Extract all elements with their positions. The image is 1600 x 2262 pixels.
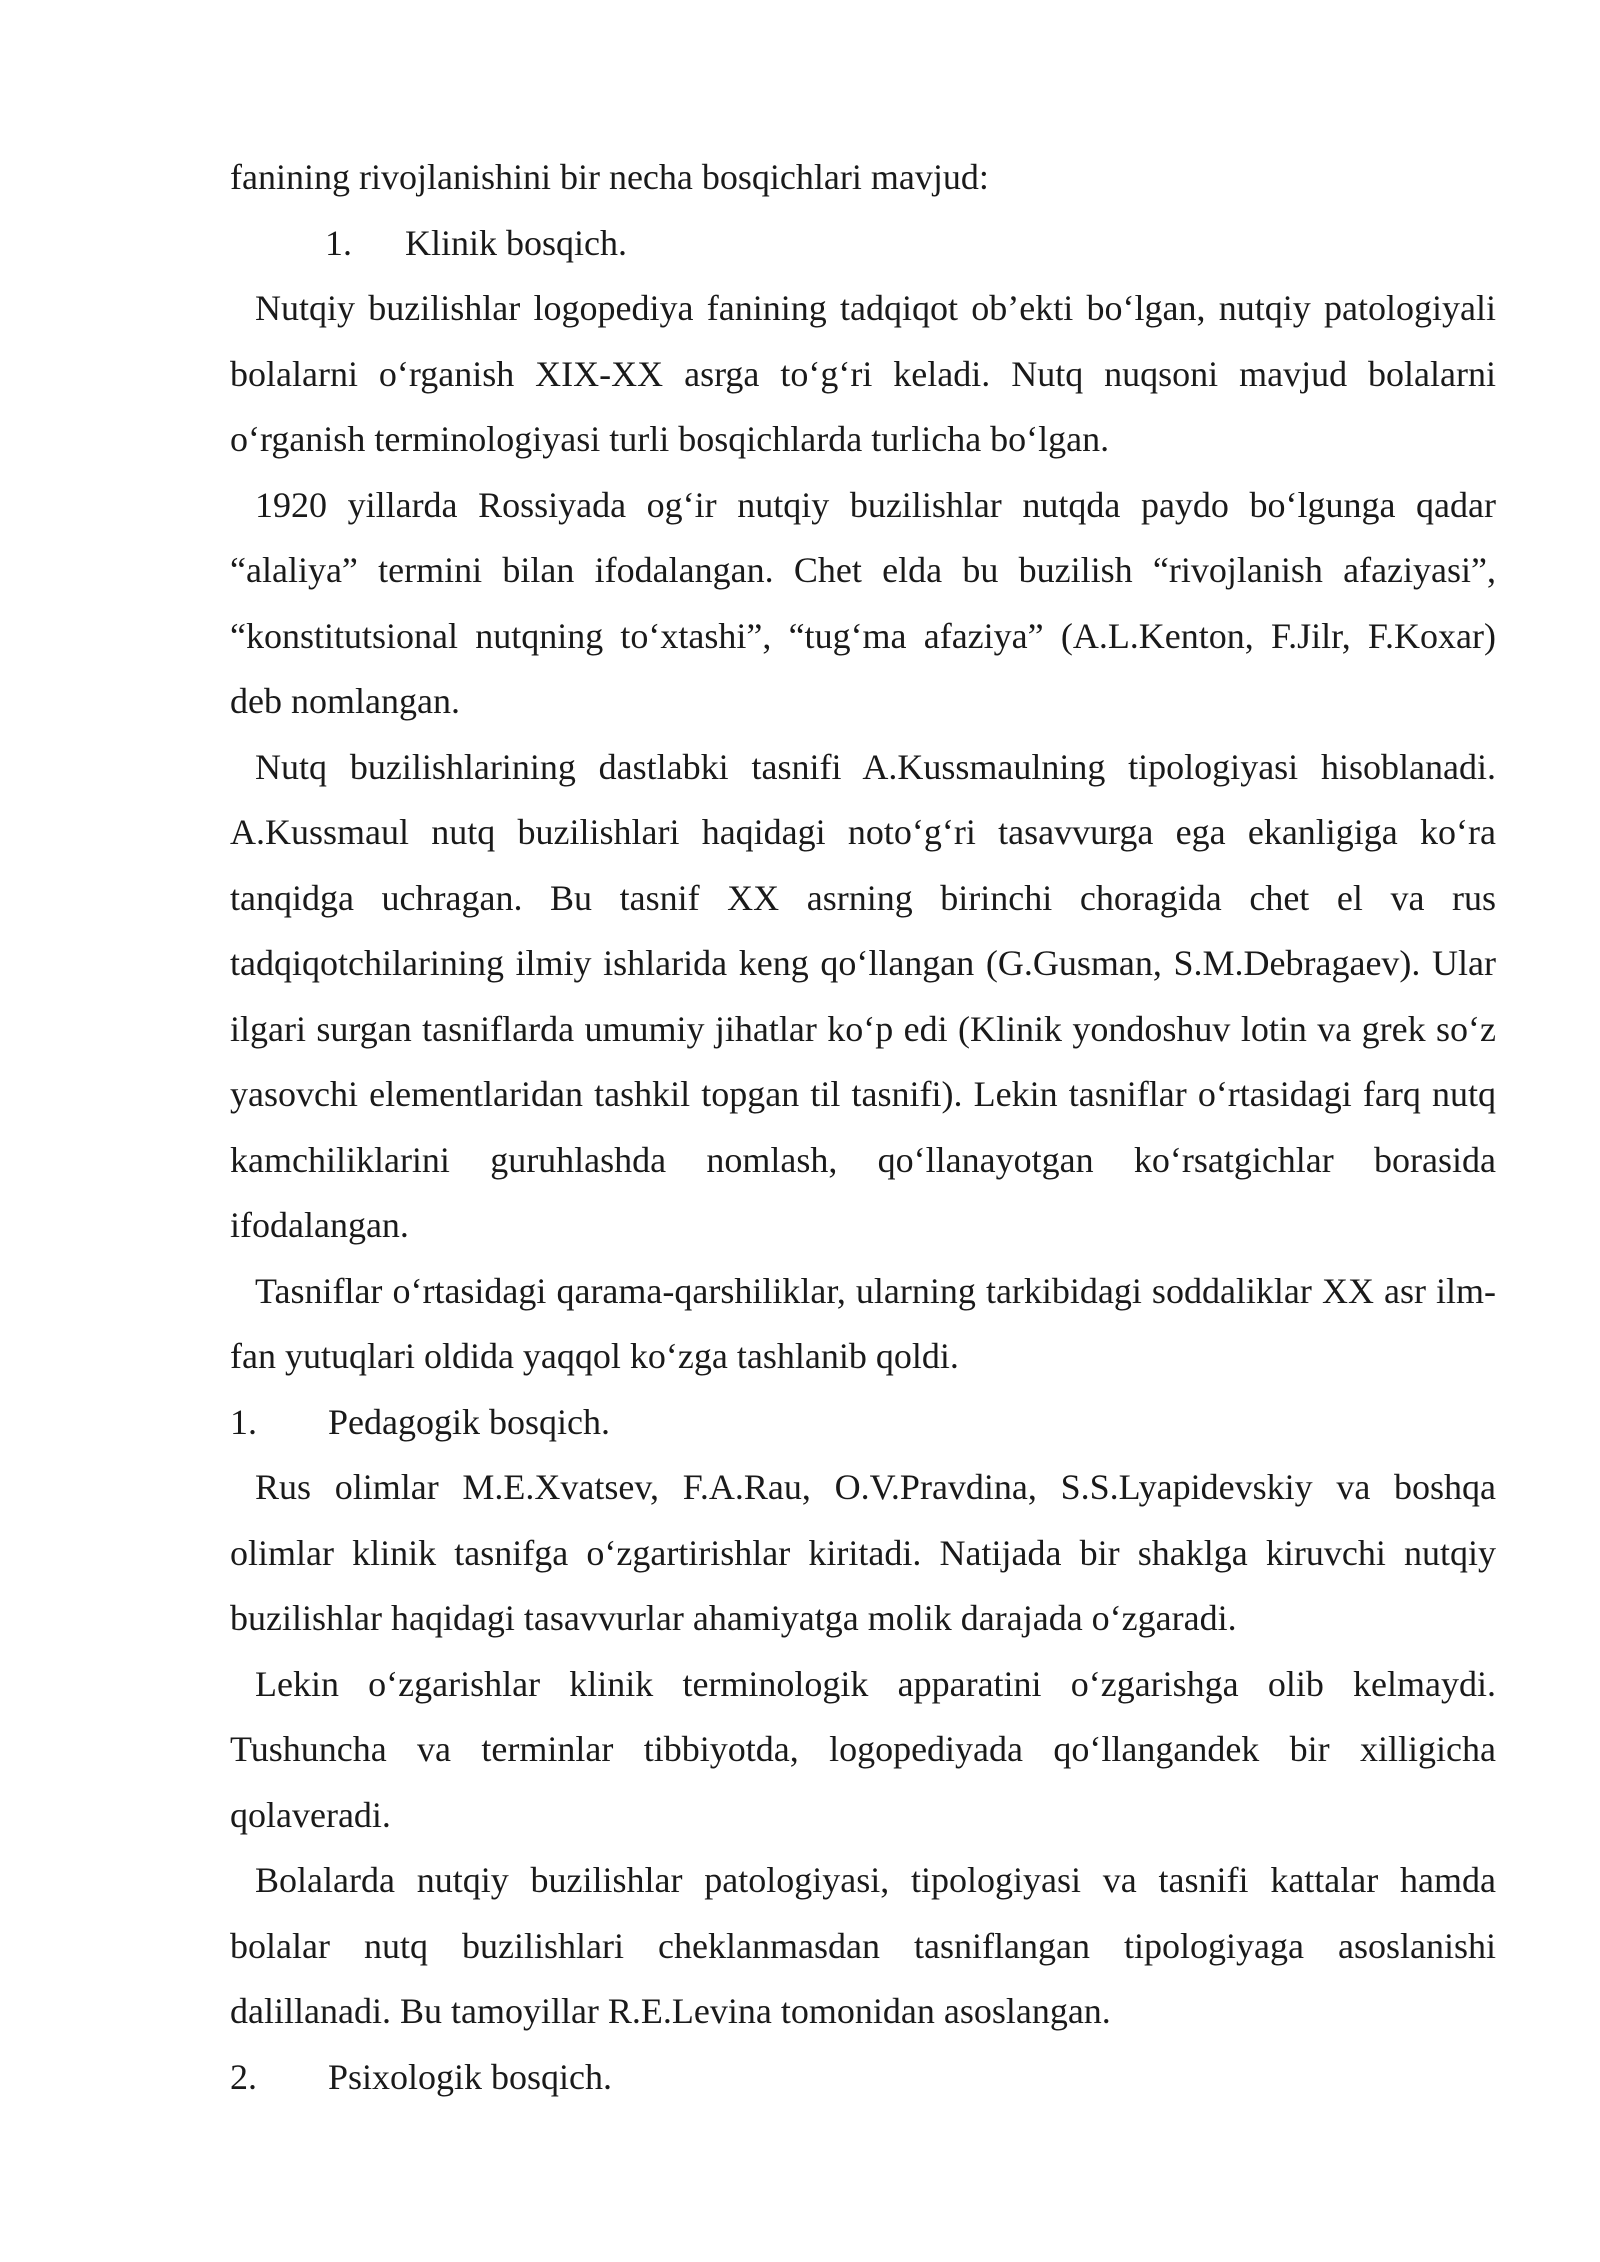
paragraph-3: Nutq buzilishlarining dastlabki tasnifi A.Kussmaulning tipologiyasi hisoblanadi. A.Kussmaul nutq buzilishlari haqidagi noto‘g‘ri tasavvurga ega ekanligiga ko‘ra tanqidga uchragan. Bu tasnif XX asrning birinchi choragida chet el va rus tadqiqotchilarining ilmiy ishlarida keng qo‘llangan (G.Gusman, S.M.Debragaev). Ular ilgari surgan tasniflarda umumiy jihatlar ko‘p edi (Klinik yondoshuv lotin va grek so‘z yasovchi elementlaridan tashkil topgan til tasnifi). Lekin tasniflar o‘rtasidagi farq nutq kamchiliklarini guruhlashda nomlash, qo‘llanayotgan ko‘rsatgichlar borasida ifodalangan.	[230, 746, 1496, 1245]
paragraph-6: Lekin o‘zgarishlar klinik terminologik apparatini o‘zgarishga olib kelmaydi. Tushuncha va terminlar tibbiyotda, logopediyada qo‘llangandek bir xilligicha qolaveradi.	[230, 1663, 1496, 1835]
paragraph-2: 1920 yillarda Rossiyada og‘ir nutqiy buzilishlar nutqda paydo bo‘lgunga qadar “alaliya” termini bilan ifodalangan. Chet elda bu buzilish “rivojlanish afaziyasi”, “konstitutsional nutqning to‘xtashi”, “tug‘ma afaziya” (A.L.Kenton, F.Jilr, F.Koxar) deb nomlangan.	[230, 484, 1496, 721]
document-body	[230, 145, 1496, 2110]
list-item-psixologik	[230, 2045, 1496, 2111]
paragraph-7: Bolalarda nutqiy buzilishlar patologiyasi, tipologiyasi va tasnifi kattalar hamda bolalar nutq buzilishlari cheklanmasdan tasniflangan tipologiyaga asoslanishi dalillanadi. Bu tamoyillar R.E.Levina tomonidan asoslangan.	[230, 1860, 1496, 2031]
paragraph-1: Nutqiy buzilishlar logopediya fanining tadqiqot ob’ekti bo‘lgan, nutqiy patologiyali bolalarni o‘rganish XIX-XX asrga to‘g‘ri keladi. Nutq nuqsoni mavjud bolalarni o‘rganish terminologiyasi turli bosqichlarda turlicha bo‘lgan.	[230, 288, 1496, 459]
lead-line: fanining rivojlanishini bir necha bosqichlari mavjud:	[230, 157, 989, 197]
paragraph-5: Rus olimlar M.E.Xvatsev, F.A.Rau, O.V.Pravdina, S.S.Lyapidevskiy va boshqa olimlar klinik tasnifga o‘zgartirishlar kiritadi. Natijada bir shaklga kiruvchi nutqiy buzilishlar haqidagi tasavvurlar ahamiyatga molik darajada o‘zgaradi.	[230, 1467, 1496, 1638]
list-item-label: Pedagogik bosqich.	[328, 1401, 610, 1442]
paragraph-4: Tasniflar o‘rtasidagi qarama-qarshiliklar, ularning tarkibidagi soddaliklar XX asr ilm-fan yutuqlari oldida yaqqol ko‘zga tashlanib qoldi.	[230, 1270, 1496, 1376]
list-item-number: 1.	[325, 222, 352, 263]
list-item-label: Klinik bosqich.	[405, 222, 627, 263]
list-item-number: 1.	[230, 1401, 257, 1442]
list-item-klinik	[230, 211, 1496, 277]
list-item-pedagogik	[230, 1390, 1496, 1456]
list-item-label: Psixologik bosqich.	[328, 2056, 613, 2097]
list-item-number: 2.	[230, 2056, 257, 2097]
